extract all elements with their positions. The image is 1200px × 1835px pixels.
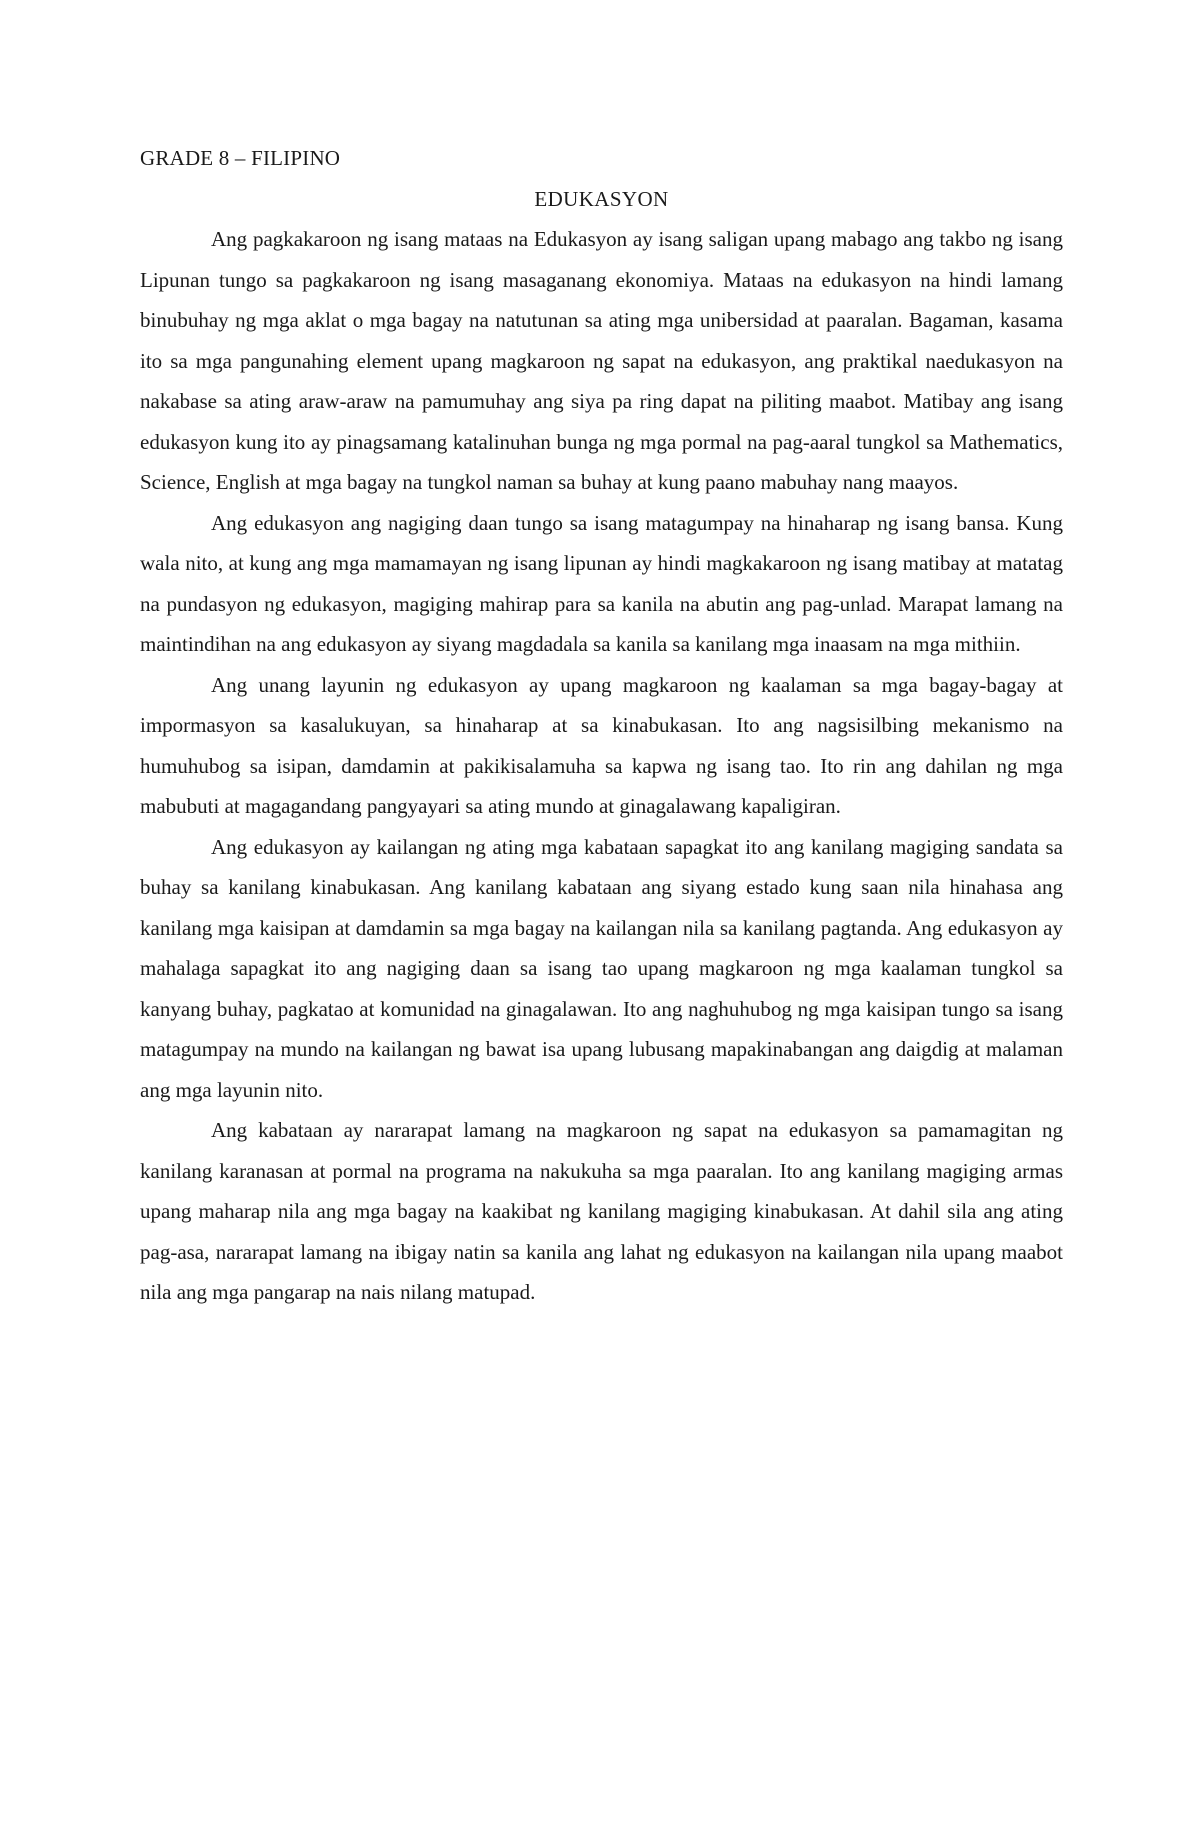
paragraph-4: Ang edukasyon ay kailangan ng ating mga kabataan sapagkat ito ang kanilang magiging sandata sa buhay sa kanilang kinabukasan. Ang kanilang kabataan ang siyang estado kung saan nila hinahasa ang kanilang mga kaisipan at damdamin sa mga bagay na kailangan nila sa kanilang pagtanda. Ang edukasyon ay mahalaga sapagkat ito ang nagiging daan sa isang tao upang magkaroon ng mga kaalaman tungkol sa kanyang buhay, pagkatao at komunidad na ginagalawan. Ito ang naghuhubog ng mga kaisipan tungo sa isang matagumpay na mundo na kailangan ng bawat isa upang lubusang mapakinabangan ang daigdig at malaman ang mga layunin nito. xyxy=(140,834,1063,1102)
paragraph-2: Ang edukasyon ang nagiging daan tungo sa isang matagumpay na hinaharap ng isang bansa. Kung wala nito, at kung ang mga mamamayan ng isang lipunan ay hindi magkakaroon ng isang matibay at matatag na pundasyon ng edukasyon, magiging mahirap para sa kanila na abutin ang pag-unlad. Marapat lamang na maintindihan na ang edukasyon ay siyang magdadala sa kanila sa kanilang mga inaasam na mga mithiin. xyxy=(140,510,1063,656)
document-header: GRADE 8 – FILIPINO xyxy=(140,146,341,170)
document-title: EDUKASYON xyxy=(534,186,669,211)
paragraph-1: Ang pagkakaroon ng isang mataas na Edukasyon ay isang saligan upang mabago ang takbo ng isang Lipunan tungo sa pagkakaroon ng isang masaganang ekonomiya. Mataas na edukasyon na hindi lamang binubuhay ng mga aklat o mga bagay na natutunan sa ating mga unibersidad at paaralan. Bagaman, kasama ito sa mga pangunahing element upang magkaroon ng sapat na edukasyon, ang praktikal naedukasyon na nakabase sa ating araw-araw na pamumuhay ang siya pa ring dapat na piliting maabot. Matibay ang isang edukasyon kung ito ay pinagsamang katalinuhan bunga ng mga pormal na pag-aaral tungkol sa Mathematics, Science, English at mga bagay na tungkol naman sa buhay at kung paano mabuhay nang maayos. xyxy=(140,227,1063,494)
paragraph-5: Ang kabataan ay nararapat lamang na magkaroon ng sapat na edukasyon sa pamamagitan ng kanilang karanasan at pormal na programa na nakukuha sa mga paaralan. Ito ang kanilang magiging armas upang maharap nila ang mga bagay na kaakibat ng kanilang magiging kinabukasan. At dahil sila ang ating pag-asa, nararapat lamang na ibigay natin sa kanila ang lahat ng edukasyon na kailangan nila upang maabot nila ang mga pangarap na nais nilang matupad. xyxy=(140,1118,1063,1304)
paragraph-3: Ang unang layunin ng edukasyon ay upang magkaroon ng kaalaman sa mga bagay-bagay at impormasyon sa kasalukuyan, sa hinaharap at sa kinabukasan. Ito ang nagsisilbing mekanismo na humuhubog sa isipan, damdamin at pakikisalamuha sa kapwa ng isang tao. Ito rin ang dahilan ng mga mabubuti at magagandang pangyayari sa ating mundo at ginagalawang kapaligiran. xyxy=(140,672,1063,818)
document-body xyxy=(140,138,1063,1313)
